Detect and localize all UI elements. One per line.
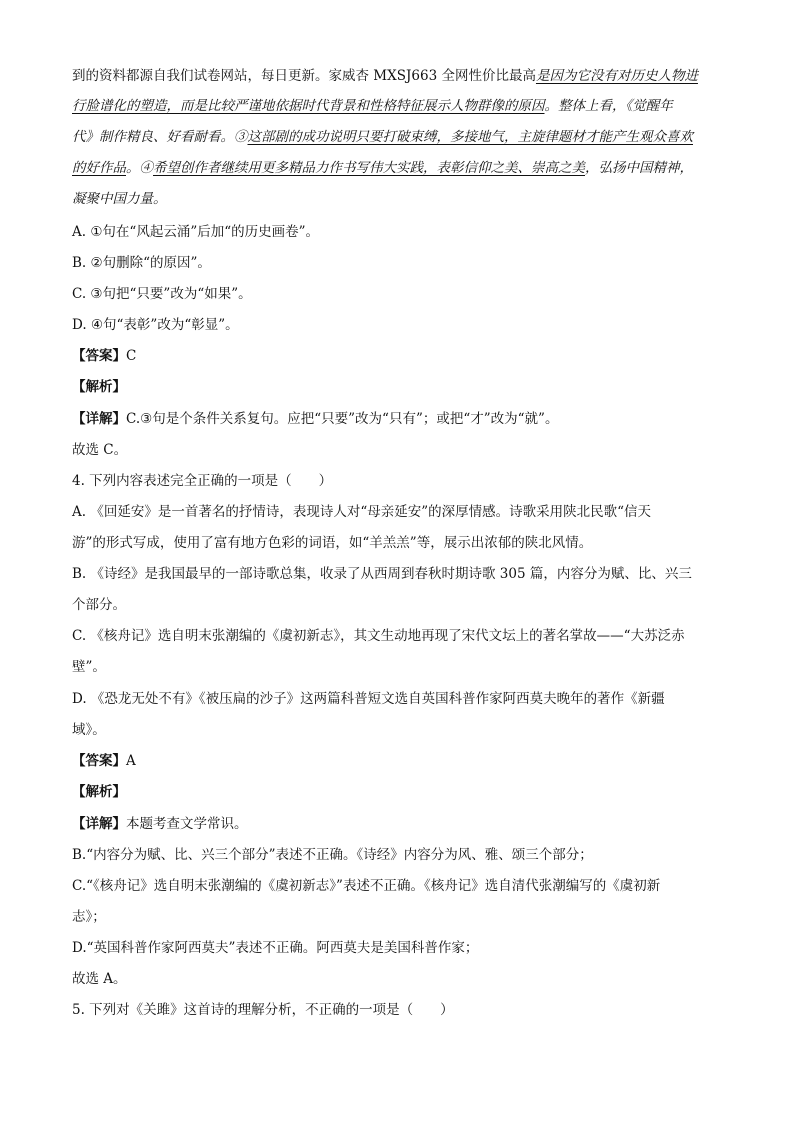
q4-detail: 【详解】本题考查文学常识。 [72,816,248,832]
q4-note-b: B.“内容分为赋、比、兴三个部分”表述不正确。《诗经》内容分为风、雅、颂三个部分； [72,847,593,863]
q3-option-d: D. ④句“表彰”改为“彰显”。 [72,317,239,333]
q4-stem: 4. 下列内容表述完全正确的一项是（ ） [72,473,333,489]
q4-note-c-line-2: 志》； [72,909,106,925]
answer-value: C [126,348,137,364]
q4-option-a-line-2: 游”的形式写成，使用了富有地方色彩的词语，如“羊羔羔”等，展示出浓郁的陕北风情。 [72,535,593,551]
passage-line-5: 凝聚中国力量。 [72,191,167,207]
q4-option-d-line-1: D. 《恐龙无处不有》《被压扁的沙子》这两篇科普短文选自英国科普作家阿西莫夫晚年的著作《新疆 [72,691,665,707]
q4-conclusion: 故选 A。 [72,971,127,987]
passage-line-3: 代》制作精良、好看耐看。③这部剧的成功说明只要打破束缚，多接地气，主旋律题材才能产生观众喜欢 [72,129,693,145]
q3-answer [72,346,136,366]
passage-line-2: 行脸谱化的塑造，而是比较严谨地依据时代背景和性格特征展示人物群像的原因。整体上看，《觉醒年 [72,98,673,114]
q3-option-c: C. ③句把“只要”改为“如果”。 [72,286,252,302]
q3-option-b: B. ②句删除“的原因”。 [72,255,211,271]
q4-note-c-line-1: C.“《核舟记》选自明末张潮编的《虞初新志》”表述不正确。《核舟记》选自清代张潮编写的《虞初新 [72,878,661,894]
q4-option-b-line-2: 个部分。 [72,597,126,613]
q4-option-c-line-2: 壁”。 [72,659,106,675]
q4-option-c-line-1: C. 《核舟记》选自明末张潮编的《虞初新志》，其文生动地再现了宋代文坛上的著名掌故——“大苏泛赤 [72,628,685,644]
q4-option-a-line-1: A. 《回延安》是一首著名的抒情诗，表现诗人对“母亲延安”的深厚情感。诗歌采用陕北民歌“信天 [72,504,652,520]
detail-label: 【详解】 [72,816,126,832]
passage-line-1: 到的资料都源自我们试卷网站，每日更新。家威杏 MXSJ663 全网性价比最高是因为它没有对历史人物进 [72,68,698,84]
q3-analysis-label: 【解析】 [72,379,126,395]
q4-option-d-line-2: 域》。 [72,722,106,738]
q4-answer [72,751,136,771]
q4-option-b-line-1: B. 《诗经》是我国最早的一部诗歌总集，收录了从西周到春秋时期诗歌 305 篇，内容分为赋、比、兴三 [72,566,692,582]
q3-detail: 【详解】C.③句是个条件关系复句。应把“只要”改为“只有”；或把“才”改为“就”。 [72,411,559,427]
answer-value: A [126,753,136,769]
q3-option-a: A. ①句在“风起云涌”后加“的历史画卷”。 [72,224,320,240]
q4-analysis-label: 【解析】 [72,784,126,800]
q3-conclusion: 故选 C。 [72,442,128,458]
answer-label: 【答案】 [72,753,126,769]
passage-line-4: 的好作品。④希望创作者继续用更多精品力作书写伟大实践，表彰信仰之美、崇高之美，弘扬中国精神， [72,160,693,176]
q5-stem: 5. 下列对《关雎》这首诗的理解分析，不正确的一项是（ ） [72,1002,454,1018]
answer-label: 【答案】 [72,348,126,364]
q4-note-d: D.“英国科普作家阿西莫夫”表述不正确。阿西莫夫是美国科普作家； [72,940,479,956]
detail-label: 【详解】 [72,411,126,427]
